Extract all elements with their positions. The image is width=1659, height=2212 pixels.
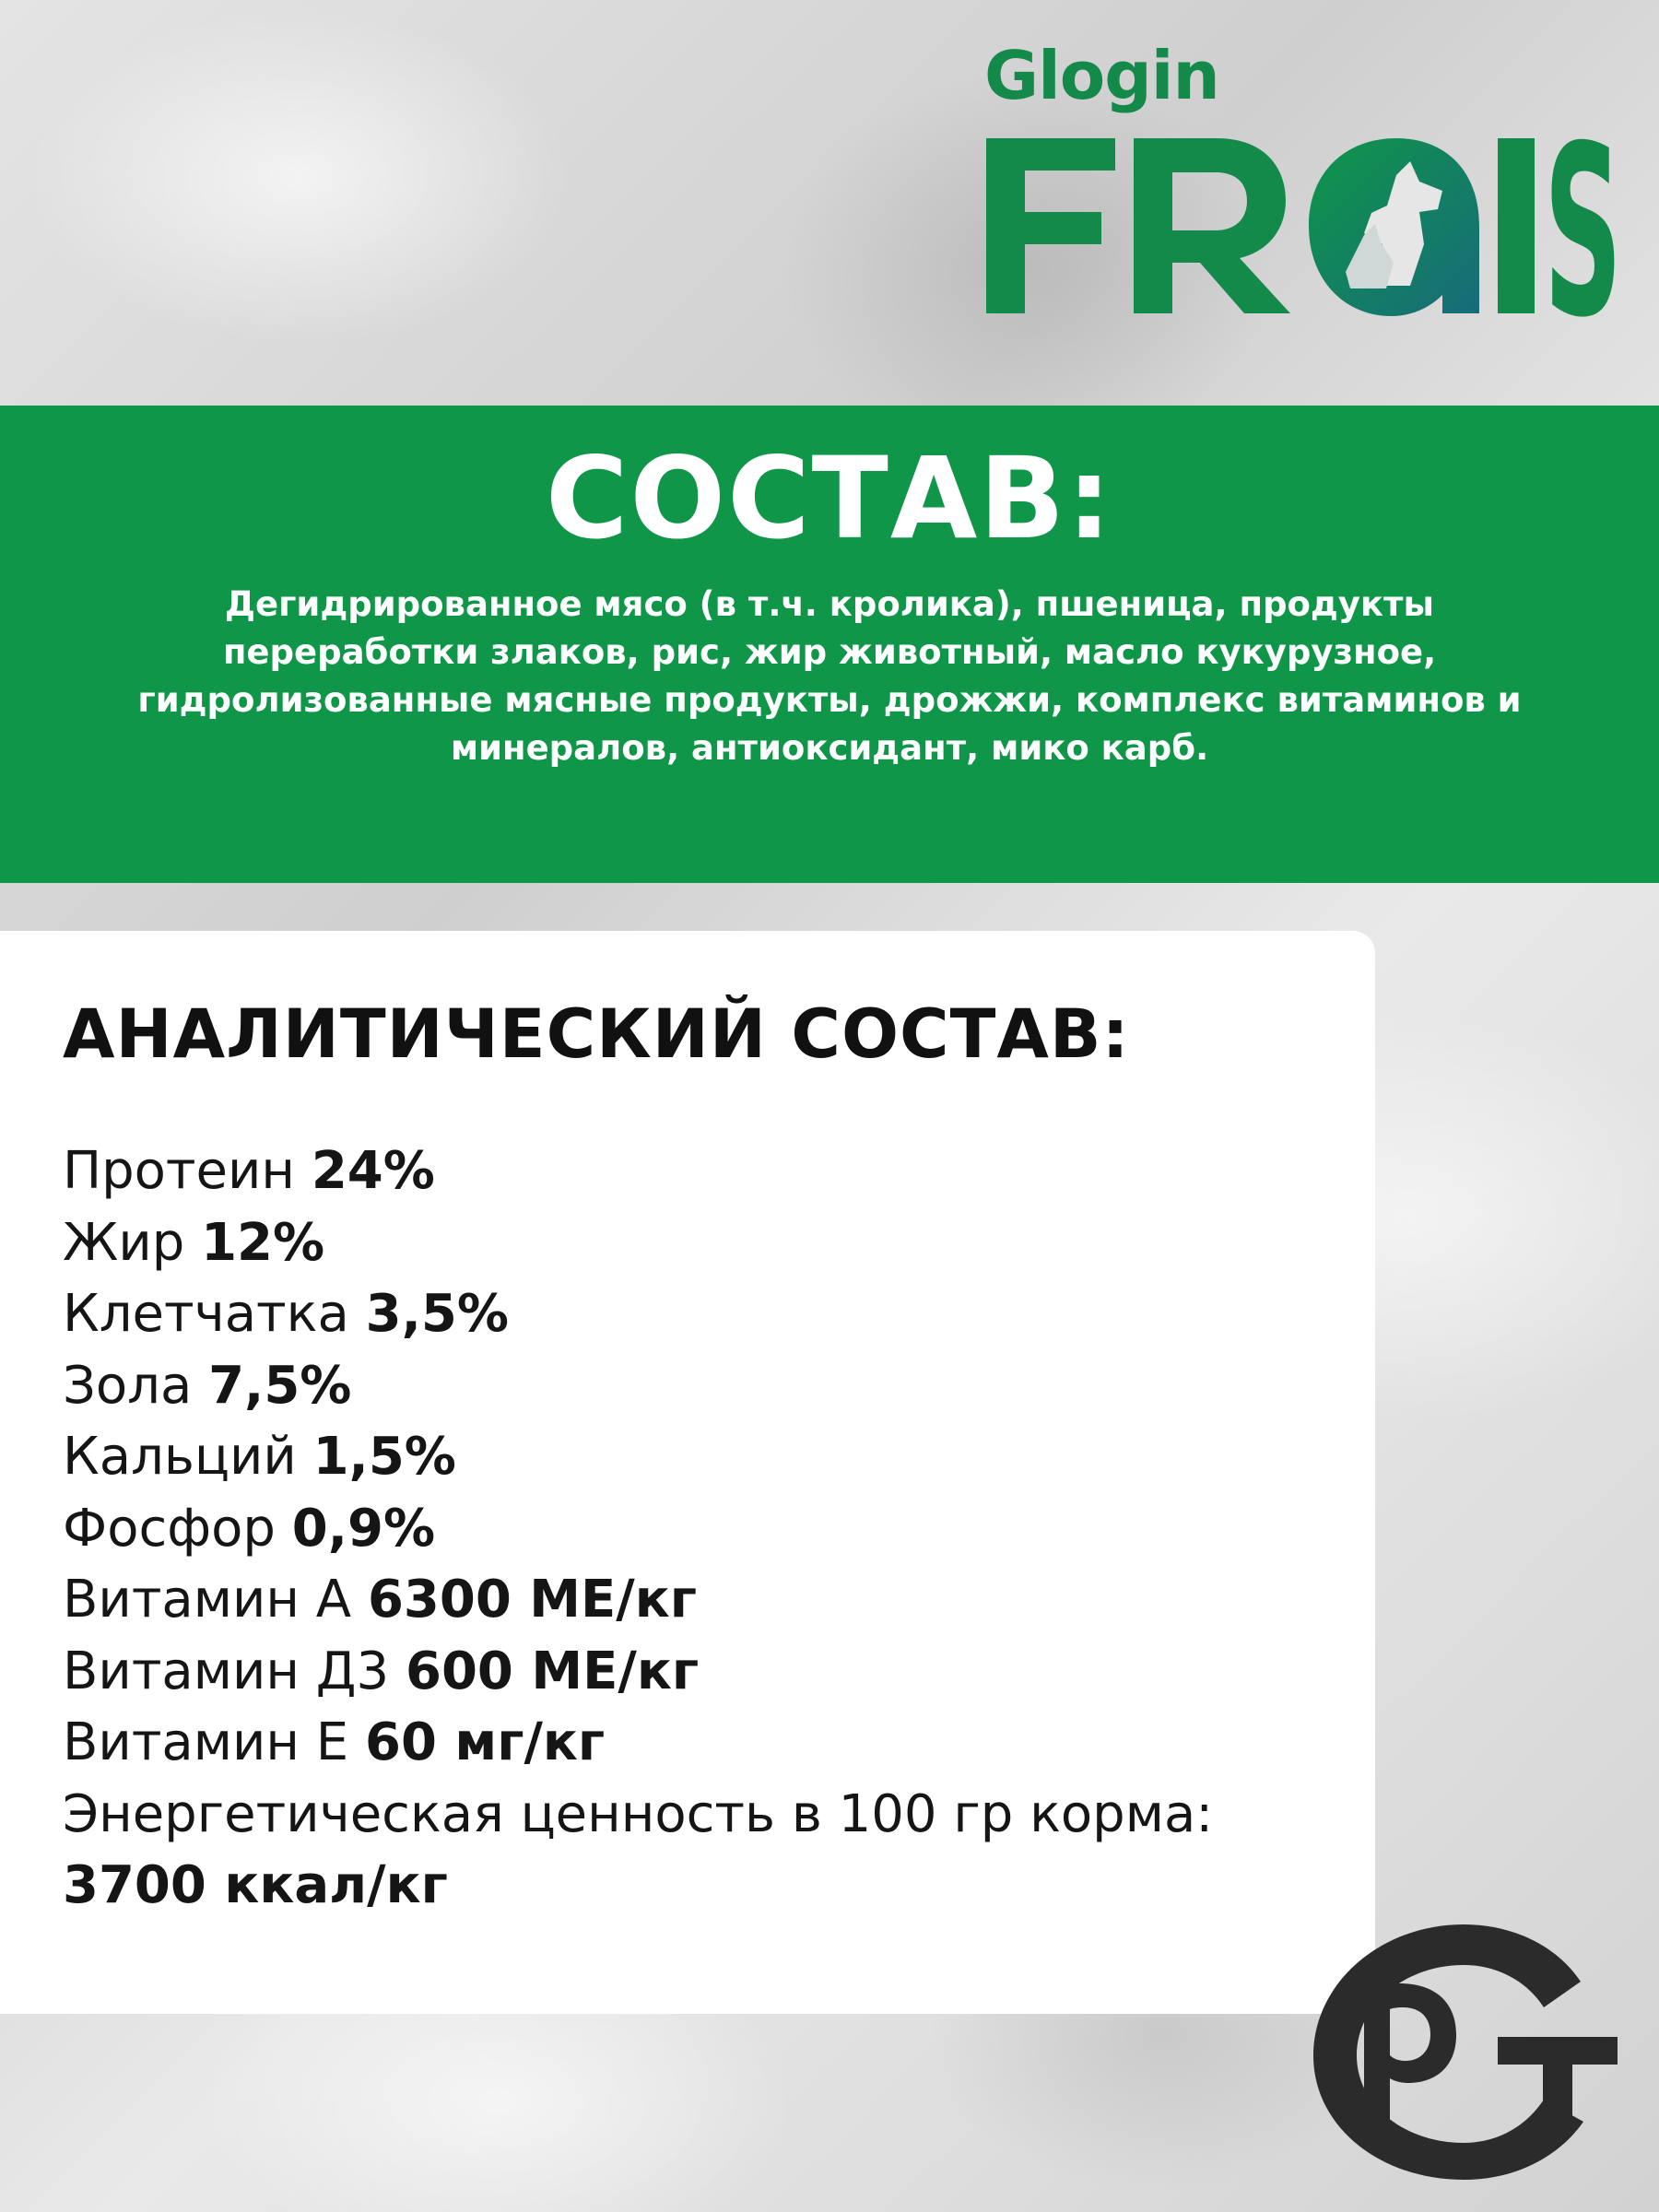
analysis-row-vitamin-d3 — [63, 1636, 1353, 1708]
row-label: Протеин — [63, 1141, 295, 1201]
row-label: Витамин А — [63, 1570, 352, 1630]
row-value: 7,5% — [208, 1355, 352, 1416]
row-label: Жир — [63, 1212, 185, 1273]
row-label: Кальций — [63, 1427, 297, 1487]
composition-text: Дегидрированное мясо (в т.ч. кролика), пшеница, продукты переработки злаков, рис, жир животный, масло кукурузное, гидролизованные мясные продукты, дрожжи, комплекс витаминов и минералов, антиоксидант, мико карб. — [137, 584, 1522, 768]
analysis-row-vitamin-e — [63, 1707, 1353, 1779]
row-value: 3,5% — [365, 1284, 509, 1344]
row-label: Фосфор — [63, 1498, 276, 1559]
analysis-list — [63, 1135, 1353, 1922]
energy-label: Энергетическая ценность в 100 гр корма: — [63, 1783, 1214, 1844]
composition-section — [0, 406, 1659, 883]
brand-logo — [977, 37, 1622, 332]
row-value: 600 МЕ/кг — [406, 1641, 700, 1701]
row-label: Витамин Е — [63, 1712, 349, 1772]
composition-title: СОСТАВ: — [545, 433, 1114, 564]
row-value: 12% — [201, 1212, 325, 1273]
brand-name-glogin: Glogin — [984, 37, 1219, 114]
row-value: 24% — [311, 1141, 435, 1201]
analysis-row-vitamin-a — [63, 1564, 1353, 1636]
row-label: Витамин Д3 — [63, 1641, 390, 1701]
analysis-row-phosphorus — [63, 1493, 1353, 1565]
row-value: 0,9% — [291, 1498, 436, 1559]
analysis-card — [0, 931, 1375, 2014]
energy-value: 3700 ккал/кг — [63, 1855, 448, 1915]
frais-a-animal-icon — [1309, 138, 1479, 316]
analysis-row-fat — [63, 1207, 1353, 1279]
analysis-row-ash — [63, 1350, 1353, 1422]
row-label: Клетчатка — [63, 1284, 349, 1344]
row-value: 6300 МЕ/кг — [367, 1570, 697, 1630]
analysis-title: АНАЛИТИЧЕСКИЙ СОСТАВ: — [63, 995, 1130, 1074]
rst-certification-icon — [1300, 1917, 1631, 2184]
analysis-row-fiber — [63, 1278, 1353, 1350]
row-value: 1,5% — [312, 1427, 456, 1487]
analysis-row-protein — [63, 1135, 1353, 1207]
analysis-row-calcium — [63, 1421, 1353, 1493]
row-value: 60 мг/кг — [365, 1712, 606, 1772]
brand-name-frais — [977, 124, 1622, 327]
row-label: Зола — [63, 1355, 193, 1416]
svg-text:S: S — [1544, 124, 1622, 327]
